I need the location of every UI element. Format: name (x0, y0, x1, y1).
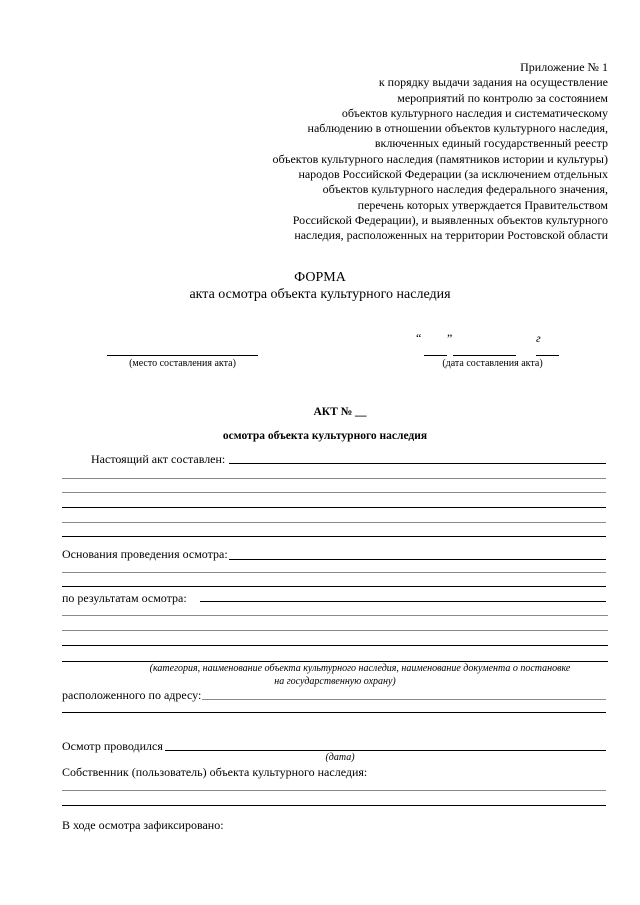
date-caption: (дата составления акта) (442, 358, 543, 369)
appendix-line: перечень которых утверждается Правительством (357, 197, 608, 212)
composed-by-line-4[interactable] (62, 507, 606, 508)
form-title: ФОРМА (294, 270, 346, 285)
address-line-2[interactable] (62, 712, 606, 713)
place-caption: (место составления акта) (129, 358, 236, 369)
composed-by-line-6[interactable] (62, 536, 606, 537)
appendix-line: народов Российской Федерации (за исключением отдельных (298, 167, 608, 182)
composed-by-line[interactable] (229, 463, 606, 464)
results-line[interactable] (200, 601, 606, 602)
category-hint-2: на государственную охрану) (274, 676, 396, 687)
results-line-3[interactable] (62, 630, 608, 631)
form-subtitle: акта осмотра объекта культурного наследия (189, 287, 451, 302)
appendix-line: к порядку выдачи задания на осуществление (378, 75, 608, 90)
appendix-header (208, 60, 608, 244)
results-line-2[interactable] (62, 615, 608, 616)
appendix-line: объектов культурного наследия (памятников истории и культуры) (272, 151, 608, 166)
composed-by-line-2[interactable] (62, 478, 606, 479)
address-line[interactable] (202, 699, 606, 700)
grounds-line-3[interactable] (62, 586, 606, 587)
appendix-line: включенных единый государственный реестр (374, 136, 608, 151)
composed-by-line-3[interactable] (62, 492, 606, 493)
date-year-suffix: г (536, 331, 541, 345)
category-hint-1: (категория, наименование объекта культурного наследия, наименование документа о постановке (149, 663, 571, 674)
composed-by-line-5[interactable] (62, 522, 606, 523)
owner-line[interactable] (62, 790, 606, 791)
results-label: по результатам осмотра: (62, 591, 187, 605)
date-year-line[interactable] (536, 355, 559, 356)
act-subheading: осмотра объекта культурного наследия (222, 430, 428, 442)
appendix-line: наблюдению в отношении объектов культурного наследия, (307, 121, 608, 136)
appendix-line: мероприятий по контролю за состоянием (397, 90, 608, 105)
composed-by-label: Настоящий акт составлен: (91, 452, 226, 466)
grounds-line[interactable] (229, 559, 606, 560)
appendix-line: Приложение № 1 (520, 60, 608, 74)
address-label: расположенного по адресу: (62, 688, 202, 702)
recorded-label: В ходе осмотра зафиксировано: (62, 818, 224, 832)
place-field-line[interactable] (107, 355, 258, 356)
date-month-line[interactable] (453, 355, 516, 356)
date-close-quote: ” (447, 331, 453, 345)
grounds-line-2[interactable] (62, 572, 606, 573)
inspection-date-line[interactable] (165, 750, 606, 751)
date-hint: (дата) (325, 752, 355, 763)
date-day-line[interactable] (424, 355, 447, 356)
owner-line-2[interactable] (62, 805, 606, 806)
act-heading: АКТ № __ (313, 406, 367, 418)
date-open-quote: “ (416, 331, 422, 345)
appendix-line: объектов культурного наследия и систематическому (341, 105, 608, 120)
grounds-label: Основания проведения осмотра: (62, 547, 228, 561)
results-line-4[interactable] (62, 645, 608, 646)
appendix-line: объектов культурного наследия федерального значения, (322, 182, 608, 197)
appendix-line: Российской Федерации), и выявленных объектов культурного (292, 212, 608, 227)
owner-label: Собственник (пользователь) объекта культурного наследия: (62, 765, 368, 779)
appendix-line: наследия, расположенных на территории Ростовской области (294, 228, 608, 243)
inspection-label: Осмотр проводился (62, 739, 163, 753)
results-line-5[interactable] (62, 661, 608, 662)
